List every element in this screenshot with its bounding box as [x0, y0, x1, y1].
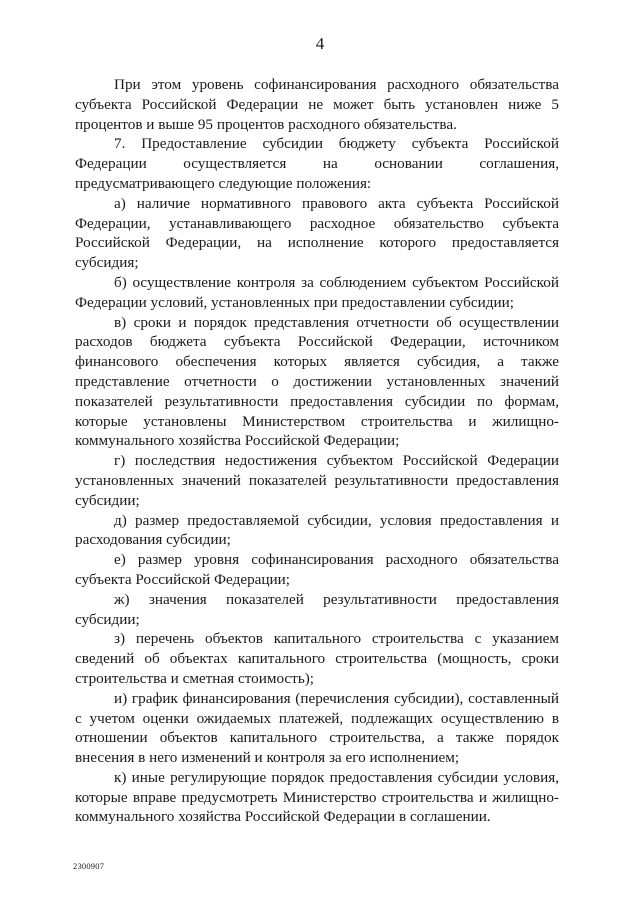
document-body: [75, 75, 559, 827]
page-number: 4: [315, 34, 325, 53]
paragraph-cofinancing-level: При этом уровень софинансирования расходного обязательства субъекта Российской Федерации не может быть установлен ниже 5 процентов и выше 95 процентов расходного обязательства.: [75, 76, 559, 133]
paragraph-subitem-v: в) сроки и порядок представления отчетности об осуществлении расходов бюджета субъекта Российской Федерации, источником финансового обеспечения которых является субсидия, а также представление отчетности о достижении установленных значений показателей результативности предоставления субсидии по формам, которые установлены Министерством строительства и жилищно-коммунального хозяйства Российской Федерации;: [75, 313, 559, 450]
paragraph-subitem-i: и) график финансирования (перечисления субсидии), составленный с учетом оценки ожидаемых платежей, подлежащих осуществлению в отношении объектов капитального строительства, а также порядок внесения в него изменений и контроля за его исполнением;: [75, 689, 559, 767]
paragraph-subitem-d: д) размер предоставляемой субсидии, условия предоставления и расходования субсидии;: [75, 511, 559, 549]
paragraph-subitem-b: б) осуществление контроля за соблюдением субъектом Российской Федерации условий, установленных при предоставлении субсидии;: [75, 273, 559, 311]
paragraph-subitem-a: а) наличие нормативного правового акта субъекта Российской Федерации, устанавливающего расходное обязательство субъекта Российской Федерации, на исполнение которого предоставляется субсидия;: [75, 194, 559, 272]
paragraph-subitem-e: е) размер уровня софинансирования расходного обязательства субъекта Российской Федерации;: [75, 551, 559, 588]
paragraph-subitem-k: к) иные регулирующие порядок предоставления субсидии условия, которые вправе предусмотреть Министерство строительства и жилищно-коммунального хозяйства Российской Федерации в соглашении.: [75, 768, 559, 826]
paragraph-item-7: 7. Предоставление субсидии бюджету субъекта Российской Федерации осуществляется на основании соглашения, предусматривающего следующие положения:: [75, 135, 559, 192]
paragraph-subitem-g: г) последствия недостижения субъектом Российской Федерации установленных значений показателей результативности предоставления субсидии;: [75, 452, 559, 509]
paragraph-subitem-z: з) перечень объектов капитального строительства с указанием сведений об объектах капитального строительства (мощность, сроки строительства и сметная стоимость);: [75, 630, 559, 687]
document-code: 2300907: [73, 861, 105, 871]
paragraph-subitem-zh: ж) значения показателей результативности предоставления субсидии;: [75, 590, 559, 628]
